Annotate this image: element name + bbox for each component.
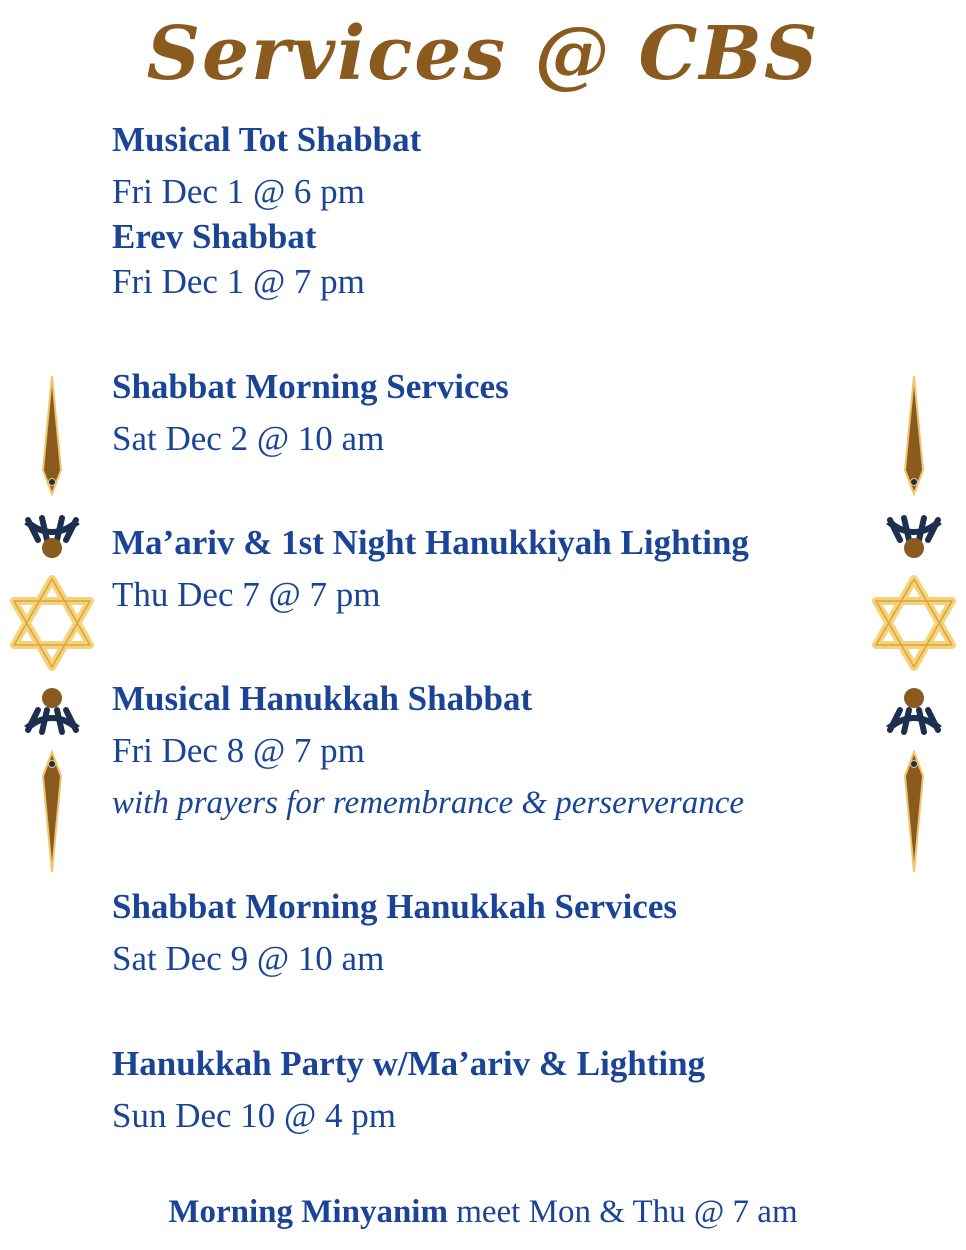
event-title: Musical Hanukkah Shabbat bbox=[112, 679, 533, 718]
event-title: Musical Tot Shabbat bbox=[112, 120, 422, 159]
star-of-david-icon bbox=[876, 579, 952, 667]
event-datetime: Thu Dec 7 @ 7 pm bbox=[112, 575, 381, 614]
event-datetime: Sun Dec 10 @ 4 pm bbox=[112, 1096, 397, 1135]
footer-note bbox=[0, 1192, 966, 1232]
event-datetime: Fri Dec 8 @ 7 pm bbox=[112, 731, 365, 770]
footer-rest: meet Mon & Thu @ 7 am bbox=[456, 1194, 798, 1230]
event-title: Erev Shabbat bbox=[112, 217, 317, 256]
event-datetime: Fri Dec 1 @ 6 pm bbox=[112, 172, 365, 211]
drop-icon bbox=[905, 752, 923, 872]
fan-icon bbox=[886, 518, 942, 558]
event-note: with prayers for remembrance & perserverance bbox=[112, 785, 745, 821]
page-title: Services @ CBS bbox=[146, 11, 820, 97]
fan-icon bbox=[24, 688, 80, 732]
fan-icon bbox=[24, 518, 80, 558]
event-title: Shabbat Morning Services bbox=[112, 367, 509, 406]
event-title: Shabbat Morning Hanukkah Services bbox=[112, 887, 677, 926]
left-decoration bbox=[4, 370, 100, 880]
event-title: Ma’ariv & 1st Night Hanukkiyah Lighting bbox=[112, 523, 749, 562]
event-datetime: Sat Dec 9 @ 10 am bbox=[112, 939, 385, 978]
footer-bold: Morning Minyanim bbox=[168, 1194, 448, 1230]
event-datetime: Fri Dec 1 @ 7 pm bbox=[112, 262, 365, 301]
event-datetime: Sat Dec 2 @ 10 am bbox=[112, 419, 385, 458]
right-decoration bbox=[866, 370, 962, 880]
event-title: Hanukkah Party w/Ma’ariv & Lighting bbox=[112, 1044, 706, 1083]
star-of-david-icon bbox=[14, 579, 90, 667]
drop-icon bbox=[905, 376, 923, 494]
drop-icon bbox=[43, 376, 61, 494]
fan-icon bbox=[886, 688, 942, 732]
drop-icon bbox=[43, 752, 61, 872]
